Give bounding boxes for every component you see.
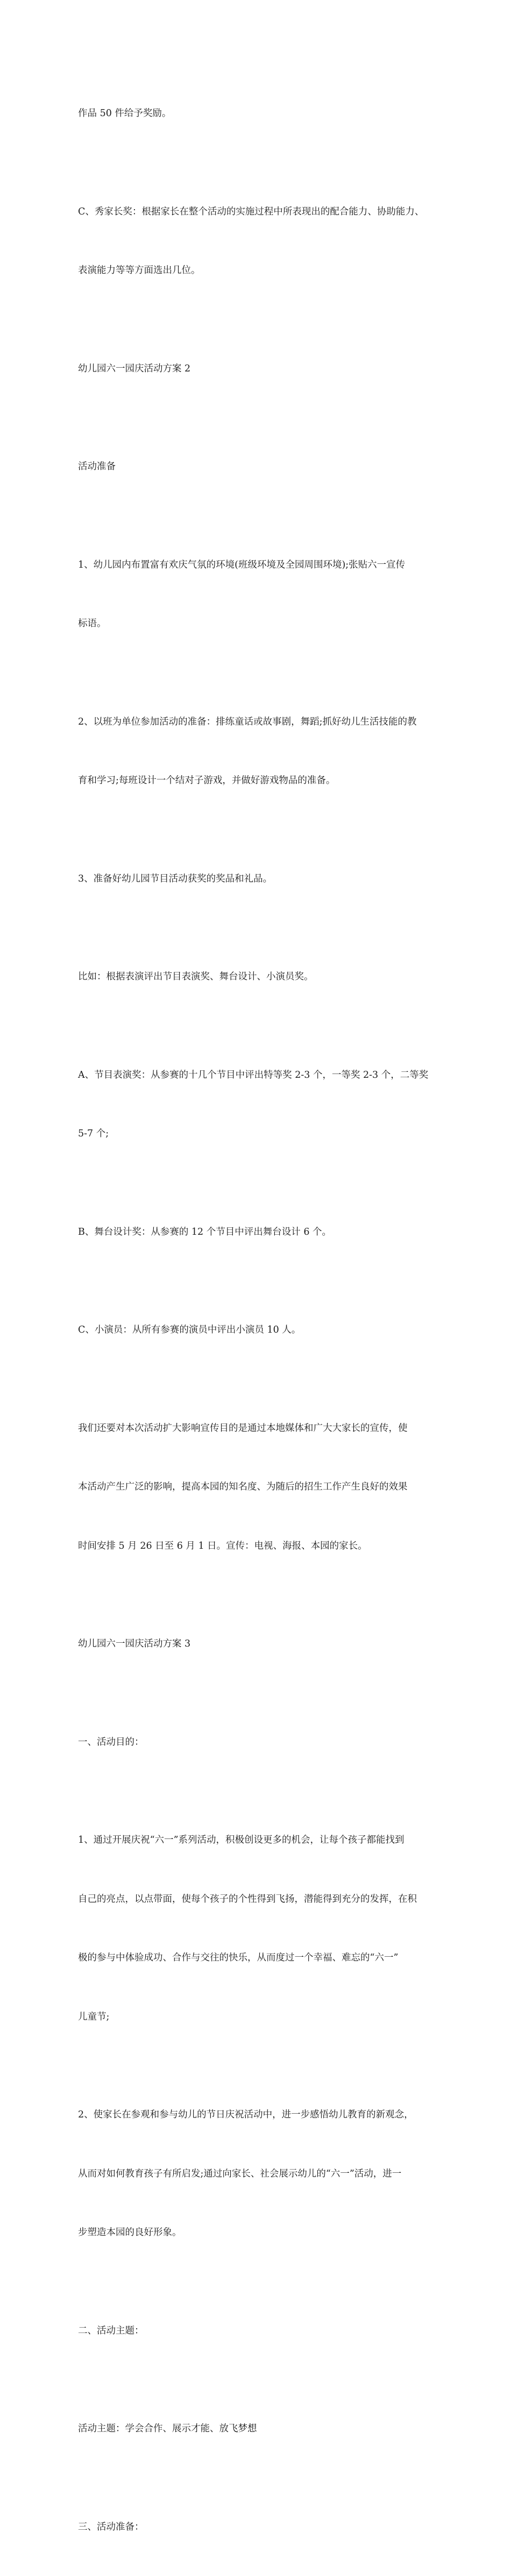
paragraph (78, 163, 436, 320)
paragraph (78, 928, 436, 1026)
document-body (78, 65, 436, 2576)
text-line: 5-7 个; (78, 1124, 436, 1144)
text-line: C、小演员：从所有参赛的演员中评出小演员 10 人。 (78, 1320, 436, 1340)
document-page (0, 0, 511, 722)
text-line: C、秀家长奖：根据家长在整个活动的实施过程中所表现出的配合能力、协助能力、 (78, 202, 436, 222)
text-line: 1、幼儿园内布置富有欢庆气氛的环境(班级环境及全园周围环境);张贴六一宣传 (78, 555, 436, 575)
text-line: 时间安排 5 月 26 日至 6 月 1 日。宣传：电视、海报、本园的家长。 (78, 1536, 436, 1556)
paragraph (78, 2282, 436, 2380)
text-line: 三、活动准备： (78, 2517, 436, 2537)
text-line: 作品 50 件给予奖励。 (78, 104, 436, 124)
paragraph (78, 1791, 436, 2066)
paragraph (78, 1183, 436, 1282)
text-line: 2、使家长在参观和参与幼儿的节日庆祝活动中，进一步感悟幼儿教育的新观念， (78, 2105, 436, 2125)
section-heading (78, 1595, 436, 1693)
paragraph (78, 418, 436, 516)
text-line: B、舞台设计奖：从参赛的 12 个节目中评出舞台设计 6 个。 (78, 1222, 436, 1242)
paragraph (78, 1026, 436, 1183)
text-line: 步塑造本园的良好形象。 (78, 2223, 436, 2243)
text-line: 育和学习;每班设计一个结对子游戏，并做好游戏物品的准备。 (78, 771, 436, 791)
paragraph (78, 65, 436, 163)
paragraph (78, 1693, 436, 1792)
paragraph (78, 1379, 436, 1595)
section-heading (78, 320, 436, 418)
text-line: 幼儿园六一园庆活动方案 3 (78, 1634, 436, 1654)
text-line: 从而对如何教育孩子有所启发;通过向家长、社会展示幼儿的“六一”活动，进一 (78, 2164, 436, 2184)
text-line: 儿童节; (78, 2007, 436, 2027)
text-line: 我们还要对本次活动扩大影响宣传目的是通过本地媒体和广大大家长的宣传，使 (78, 1419, 436, 1439)
paragraph (78, 516, 436, 673)
paragraph (78, 1281, 436, 1379)
text-line: 1、通过开展庆祝“六一”系列活动，积极创设更多的机会，让每个孩子都能找到 (78, 1830, 436, 1850)
text-line: 二、活动主题： (78, 2321, 436, 2341)
text-line: 活动准备 (78, 457, 436, 477)
text-line: 极的参与中体验成功、合作与交往的快乐，从而度过一个幸福、难忘的“六一” (78, 1948, 436, 1968)
text-line: 比如：根据表演评出节目表演奖、舞台设计、小演员奖。 (78, 967, 436, 987)
paragraph (78, 2380, 436, 2478)
paragraph (78, 2066, 436, 2282)
paragraph (78, 830, 436, 928)
text-line: 表演能力等等方面选出几位。 (78, 261, 436, 281)
text-line: 标语。 (78, 614, 436, 634)
text-line: 活动主题：学会合作、展示才能、放飞梦想 (78, 2419, 436, 2439)
paragraph (78, 2478, 436, 2576)
text-line: 2、以班为单位参加活动的准备：排练童话或故事剧，舞蹈;抓好幼儿生活技能的教 (78, 712, 436, 732)
text-line: 本活动产生广泛的影响，提高本园的知名度、为随后的招生工作产生良好的效果 (78, 1477, 436, 1497)
text-line: A、节目表演奖：从参赛的十几个节目中评出特等奖 2-3 个，一等奖 2-3 个，二等奖 (78, 1065, 436, 1085)
text-line: 幼儿园六一园庆活动方案 2 (78, 359, 436, 379)
text-line: 一、活动目的： (78, 1733, 436, 1752)
text-line: 自己的亮点，以点带面，使每个孩子的个性得到飞扬，潜能得到充分的发挥，在积 (78, 1890, 436, 1909)
paragraph (78, 673, 436, 830)
text-line: 3、准备好幼儿园节目活动获奖的奖品和礼品。 (78, 869, 436, 889)
